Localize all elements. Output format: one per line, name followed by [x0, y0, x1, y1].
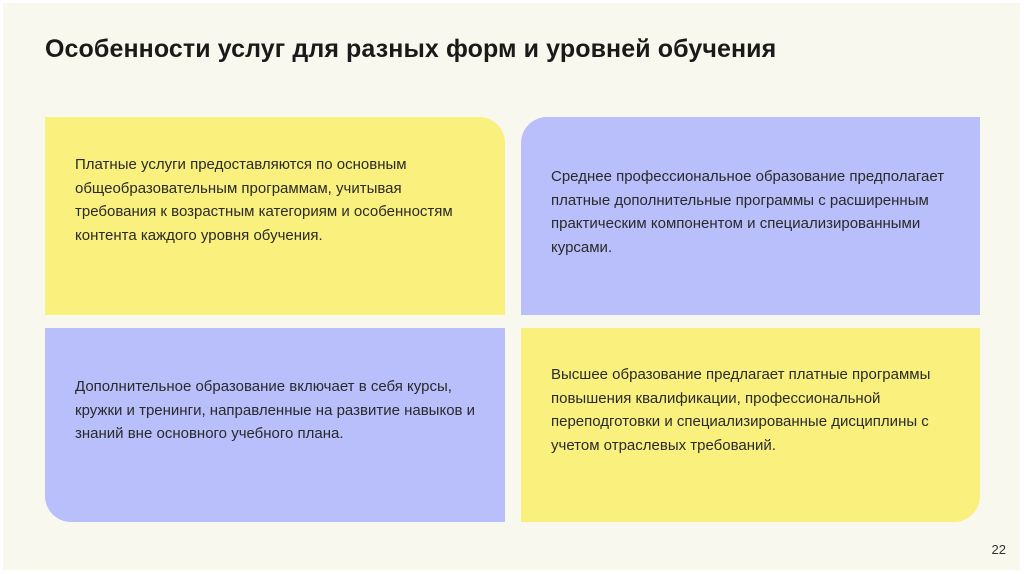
- card-higher-education: [521, 328, 980, 522]
- card-text: Дополнительное образование включает в себя курсы, кружки и тренинги, направленные на развитие навыков и знаний вне основного учебного плана.: [75, 378, 476, 442]
- card-secondary-vocational: [521, 117, 980, 315]
- slide: [3, 3, 1020, 570]
- slide-title: Особенности услуг для разных форм и уровней обучения: [45, 35, 777, 63]
- page-number: 22: [991, 542, 1006, 557]
- card-text: Платные услуги предоставляются по основным общеобразовательным программам, учитывая требования к возрастным категориям и особенностям контента каждого уровня обучения.: [75, 156, 453, 244]
- card-text: Высшее образование предлагает платные программы повышения квалификации, профессиональной переподготовки и специализированные дисциплины с учетом отраслевых требований.: [551, 366, 931, 454]
- card-general-education: [45, 117, 505, 315]
- card-additional-education: [45, 328, 505, 522]
- card-text: Среднее профессиональное образование предполагает платные дополнительные программы с расширенным практическим компонентом и специализированными курсами.: [551, 168, 945, 256]
